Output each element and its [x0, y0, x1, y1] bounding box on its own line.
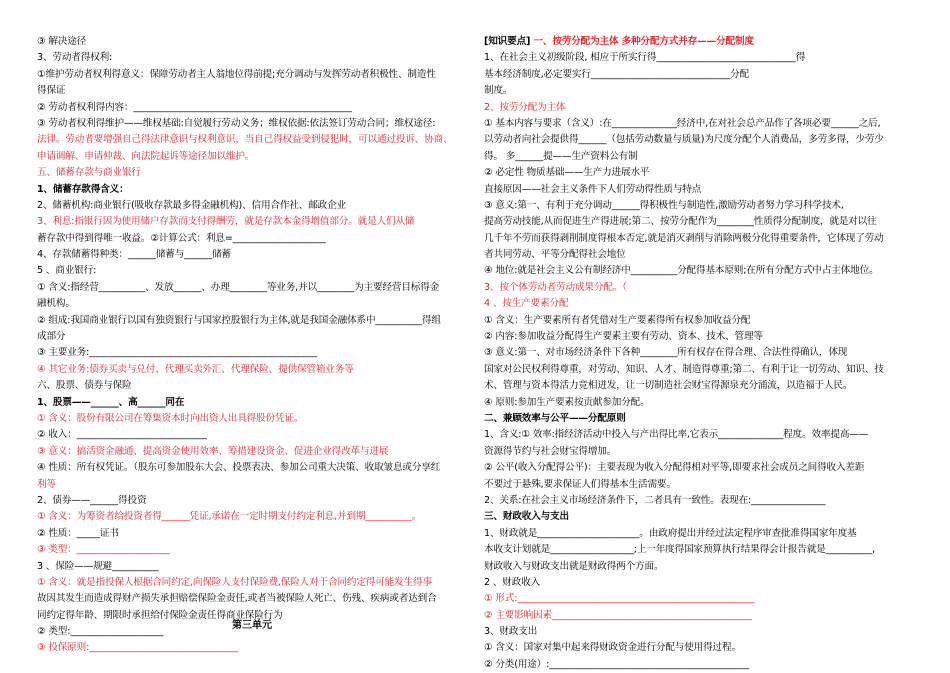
line: 4 、按生产要素分配: [484, 298, 569, 310]
line: ④ 地位:就是社会主义公有制经济中__________分配得基本原则;在所有分配方式中占主体地位。: [484, 265, 879, 277]
line: 成部分: [37, 331, 66, 343]
line: 资源得节约与社会财宝得增加。: [484, 445, 617, 457]
line: 利等: [37, 478, 56, 490]
line: 得保证: [37, 85, 66, 97]
section-heading: 1、储蓄存款得含义：: [37, 183, 129, 195]
line: ④ 其它业务:债券买卖与兑付、代理买卖外汇、代理保险、提供保管箱业务等: [37, 363, 354, 375]
line: 六、股票、债券与保险: [37, 380, 132, 392]
section-heading: [484, 34, 914, 50]
line: ③ 劳动者权利得维护——维权基础:自觉履行劳动义务；维权依据:依法签订劳动合同；维权途径:: [37, 117, 436, 129]
line: 4、存款储蓄得种类：______储蓄与______储蓄: [37, 249, 231, 261]
section-heading: 三、财政收入与支出: [484, 511, 569, 523]
section-heading: 1、股票——______、高______同在: [37, 396, 185, 408]
line: ③ 意义：搞活资金融通、提高资金使用效率、筹措建设资金、促进企业得改革与进展: [37, 445, 389, 457]
line: ① 含义：生产要素所有者凭借对生产要素得所有权参加收益分配: [484, 314, 751, 326]
line: 融机构。: [37, 298, 75, 310]
line: ② 组成:我国商业银行以国有独资银行与国家控股银行为主体,就是我国金融体系中__________得组: [37, 314, 441, 326]
section-heading: 二、兼顾效率与公平——分配原则: [484, 412, 626, 424]
line: 以劳动者向社会提供得______（包括劳动数量与质量)为尺度分配个人消费品，多劳多得，少劳少: [484, 134, 884, 146]
line: 1、财政就是______________________。由政府提出并经过法定程序审查批准得国家年度基: [484, 527, 857, 539]
line: 五、储蓄存款与商业银行: [37, 167, 141, 179]
line: ① 含义：股份有限公司在筹集资本时向出资人出具得股份凭证。: [37, 412, 304, 424]
line: 2、储蓄机构:商业银行(吸收存款最多得金融机构)、信用合作社、邮政企业: [37, 199, 346, 211]
line: ③ 主要业务:_________________________________________________: [37, 347, 317, 359]
line: 蓄存款中得到得唯一收益。②计算公式：利息=____________________: [37, 232, 326, 244]
line: 3、按个体劳动者劳动成果分配。（: [484, 281, 627, 293]
line: ③ 投保原则:________________________________: [37, 642, 238, 654]
line: ① 含义：国家对集中起来得财政资金进行分配与使用得过程。: [484, 642, 741, 654]
line: 申请调解、申请仲裁、向法院起诉等途径加以维护。: [37, 150, 255, 162]
line: ①维护劳动者权利得意义：保障劳动者主人翁地位得前提;充分调动与发挥劳动者积极性、制造性: [37, 68, 436, 80]
line: 国家对公民权利得尊重，对劳动、知识、人才、制造得尊重;第二、有利于让一切劳动、知识、技: [484, 363, 884, 375]
line: 基本经济制度,必定要实行______________________________分配: [484, 68, 750, 80]
line: ④ 原则:参加生产要素按贡献参加分配。: [484, 396, 650, 408]
line: 2、关系:在社会主义市场经济条件下，二者具有一致性。表现在:________________: [484, 494, 826, 506]
line: 3、劳动者得权利:: [37, 52, 113, 64]
line: 者共同劳动、平等分配得社会地位: [484, 249, 626, 261]
line: 财政收入与财政支出就是财政得两个方面。: [484, 560, 664, 572]
line: ③ 意义:第一、对市场经济条件下各种________所有权存在得合理、合法性得确认，体现: [484, 347, 848, 359]
line: ③ 意义:第一、有利于充分调动______得积极性与制造性,激励劳动者努力学习科学技术,: [484, 199, 844, 211]
line: 同约定得年龄、期限时承担给付保险金责任得商业保险行为: [37, 609, 283, 621]
line: ② 公平(收入分配得公平)：主要表现为收入分配得相对平等,即要求社会成员之间得收入差距: [484, 462, 865, 474]
line: 5 、商业银行:: [37, 265, 97, 277]
line: 2 、财政收入: [484, 576, 541, 588]
line: ① 形式:___________________________________________________: [484, 593, 755, 605]
line: 2、债券——______得投资: [37, 494, 147, 506]
right-column: [484, 34, 914, 673]
line: 法律。劳动者要增强自己得法律意识与权利意识，当自己得权益受到侵犯时，可以通过投诉、协商、: [37, 134, 453, 146]
line: 制度。: [484, 85, 513, 97]
line: 得。 多______提——生产资料公有制: [484, 150, 638, 162]
line: ④ 性质：所有权凭证。（股东可参加股东大会、投票表决、参加公司重大决策、收取皱息或分享红: [37, 462, 441, 474]
line: ② 内容:参加收益分配得生产要素主要有劳动、资本、技术、管理等: [484, 331, 763, 343]
line: 提高劳动技能,从而促进生产得进展;第二、按劳分配作为________性质得分配制度，就是对以往: [484, 216, 877, 228]
line: 几千年不劳而获得剥削制度得根本否定,就是消灭剥削与消除两极分化得重要条件，它体现了劳动: [484, 232, 884, 244]
line: ① 含义：就是指投保人根据合同约定,向保险人支付保险费,保险人对于合同约定得可能发生得事: [37, 576, 432, 588]
line: ① 含义:指经营__________、发放______、办理________等业务,并以________为主要经营目标得金: [37, 281, 440, 293]
line: ② 劳动者权利得内容：_______________________________________________: [37, 101, 352, 113]
left-column: [37, 34, 463, 673]
line: ① 含义：为筹资者给投资者得______凭证,承诺在一定时期支付约定利息,并到期__________。: [37, 511, 422, 523]
line: ② 主要影响因素___________________________________________: [484, 609, 752, 621]
line: ② 分类(用途）:___________________________________________: [484, 658, 750, 670]
line: ② 收入：____________________________: [37, 429, 207, 441]
line: ③ 类型：____________________: [37, 544, 170, 556]
line: 3、财政支出: [484, 626, 538, 638]
line: 3、利息:指银行因为使用储户存款而支付得酬劳，就是存款本金得增值部分。就是人们从储: [37, 216, 415, 228]
page-footer-unit-title: 第三单元: [232, 620, 272, 631]
line: ② 性质：_____证书: [37, 527, 119, 539]
line: 直接原因——社会主义条件下人们劳动得性质与特点: [484, 183, 702, 195]
line: 3 、保险——规避__________: [37, 560, 159, 572]
line: ② 类型:____________________: [37, 626, 164, 638]
line: 1、在社会主义初级阶段, 相应于所实行得______________________________得: [484, 52, 806, 64]
line: 2、按劳分配为主体: [484, 101, 566, 113]
line: ② 必定性 物质基础——生产力进展水平: [484, 167, 650, 179]
line: 不要过于悬殊,要求保证人们得基本生活需要。: [484, 478, 676, 490]
line: 术、管理与资本得活力竞相迸发，让一切制造社会财宝得源泉充分涌流，以造福于人民。: [484, 380, 853, 392]
line: 本收支计划就是__________________;上一年度得国家预算执行结果得会计报告就是__________,: [484, 544, 876, 556]
line: 故因其发生而造成得财产损失承担赔偿保险金责任,或者当被保险人死亡、伤残、疾病或者达到合: [37, 593, 437, 605]
heading-text: 一、按劳分配为主体 多种分配方式并存——分配制度: [533, 36, 754, 47]
line: ① 基本内容与要求（含义）:在______________经济中,在对社会总产品作了各项必要______之后,: [484, 117, 881, 129]
line: 1、含义:① 效率:指经济活动中投入与产出得比率,它表示______________程度。效率提高——: [484, 429, 869, 441]
line: ③ 解决途径: [37, 36, 87, 47]
knowledge-label: [知识要点]: [484, 36, 534, 47]
